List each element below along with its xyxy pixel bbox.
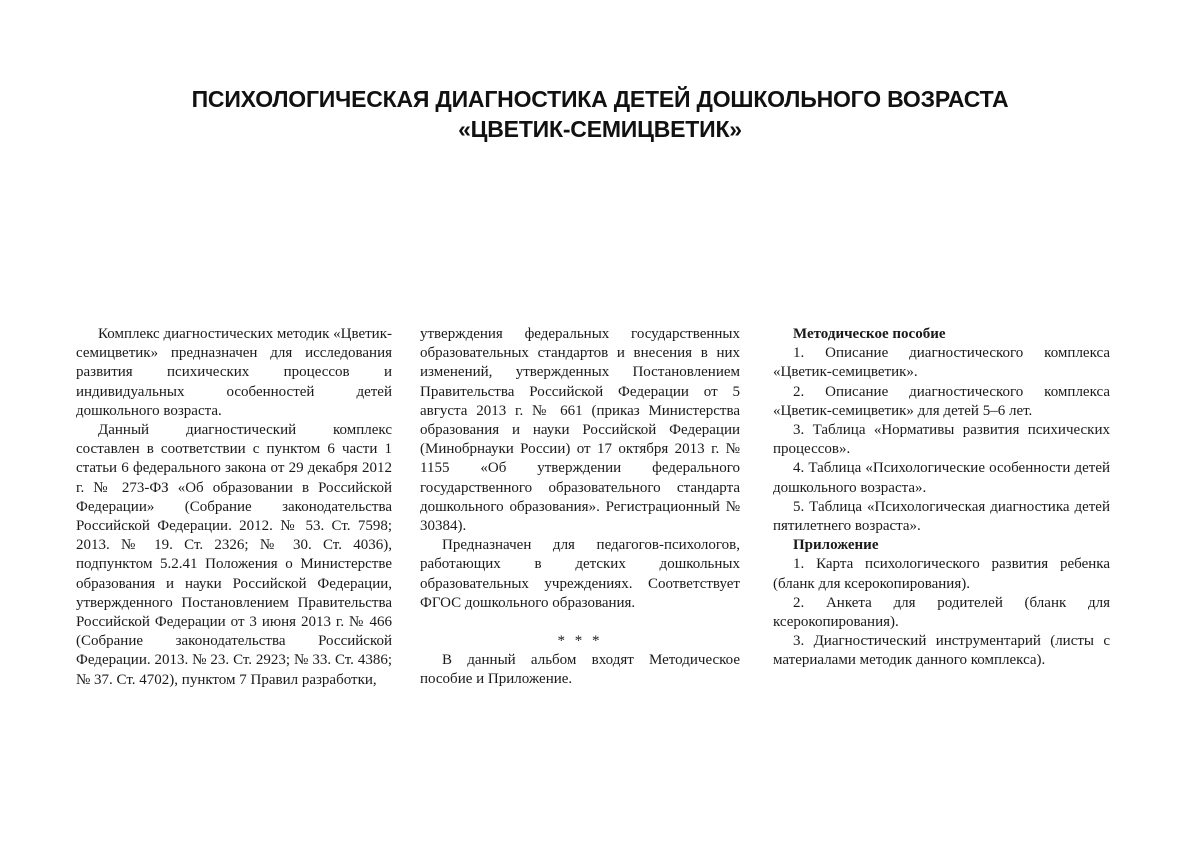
paragraph: утверждения федеральных государственных образовательных стандартов и внесения в них изменений, утвержденных Постановлением Правительства Российской Федерации от 5 августа 2013 г. № 661 (приказ Министерства образования и науки Российской Федерации (Минобрнауки России) от 17 октября 2013 г. № 1155 «Об утверждении федерального государственного образовательного стандарта дошкольного образования». Регистрационный № 30384). <box>420 326 740 535</box>
list-item: 3. Таблица «Нормативы развития психических процессов». <box>773 422 1110 458</box>
title-line-2: «ЦВЕТИК-СЕМИЦВЕТИК» <box>458 116 742 142</box>
paragraph: Комплекс диагностических методик «Цветик-семицветик» предназначен для исследования развития психических процессов и индивидуальных особенностей детей дошкольного возраста. <box>76 326 392 419</box>
section-separator: * * * <box>557 633 603 650</box>
paragraph: Данный диагностический комплекс составлен в соответствии с пунктом 6 части 1 статьи 6 федерального закона от 29 декабря 2012 г. № 273-ФЗ «Об образовании в Российской Федерации» (Собрание законодательства Российской Федерации. 2012. № 53. Ст. 7598; 2013. № 19. Ст. 2326; № 30. Ст. 4036), подпунктом 5.2.41 Положения о Министерстве образования и науки Российской Федерации, утвержденного Постановлением Правительства Российской Федерации от 3 июня 2013 г. № 466 (Собрание законодательства Российской Федерации. 2013. № 23. Ст. 2923; № 33. Ст. 4386; № 37. Ст. 4702), пунктом 7 Правил разработки, <box>76 422 392 688</box>
section-heading: Методическое пособие <box>793 326 946 342</box>
list-item: 2. Описание диагностического комплекса «Цветик-семицветик» для детей 5–6 лет. <box>773 383 1110 419</box>
paragraph: Предназначен для педагогов-психологов, работающих в детских дошкольных образовательных учреждениях. Соответствует ФГОС дошкольного образования. <box>420 537 740 611</box>
page-title <box>0 84 1200 144</box>
list-item: 1. Карта психологического развития ребенка (бланк для ксерокопирования). <box>773 556 1110 592</box>
text-column-1 <box>76 325 392 690</box>
text-column-3 <box>773 325 1110 671</box>
list-item: 1. Описание диагностического комплекса «Цветик-семицветик». <box>773 345 1110 381</box>
text-column-2 <box>420 325 740 690</box>
paragraph: В данный альбом входят Методическое пособие и Приложение. <box>420 652 740 688</box>
list-item: 2. Анкета для родителей (бланк для ксерокопирования). <box>773 594 1110 631</box>
title-line-1: ПСИХОЛОГИЧЕСКАЯ ДИАГНОСТИКА ДЕТЕЙ ДОШКОЛЬНОГО ВОЗРАСТА <box>191 86 1009 112</box>
list-item: 4. Таблица «Психологические особенности детей дошкольного возраста». <box>773 460 1110 496</box>
section-heading: Приложение <box>793 537 879 554</box>
list-item: 3. Диагностический инструментарий (листы с материалами методик данного комплекса). <box>773 633 1110 669</box>
list-item: 5. Таблица «Психологическая диагностика детей пятилетнего возраста». <box>773 498 1110 535</box>
